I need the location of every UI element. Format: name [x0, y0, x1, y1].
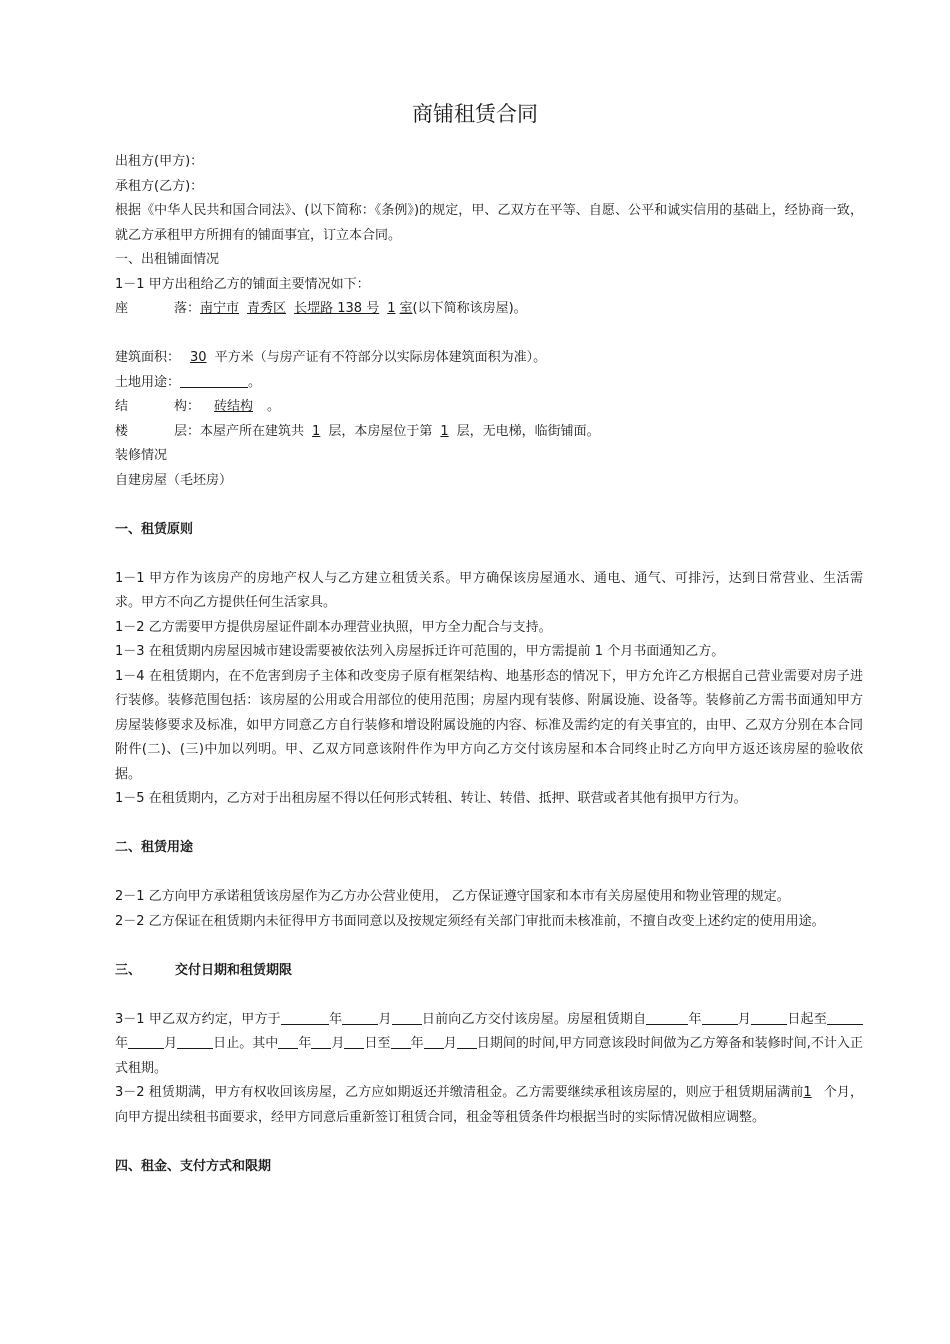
notice-months: 1 — [803, 1085, 812, 1100]
floor-at: 1 — [440, 423, 449, 439]
land-use-line: 土地用途： 。 — [115, 371, 863, 396]
clause-3-2: 3－2 租赁期满，甲方有权收回该房屋，乙方应如期返还并缴清租金。乙方需要继续承租该房屋的，则应于租赁期届满前1 个月，向甲方提出续租书面要求，经甲方同意后重新签订租赁合同，租金等租赁条件均根据当时的实际情况做相应调整。 — [115, 1085, 863, 1125]
clause-1-5: 1－5 在租赁期内，乙方对于出租房屋不得以任何形式转租、转让、转借、抵押、联营或者其他有损甲方行为。 — [115, 791, 747, 806]
clause-3-1: 3－1 甲乙双方约定，甲方于 年 月 日前向乙方交付该房屋。房屋租赁期自 年 月 日起至年 月 日止。其中 年 月 日至 年 月 日期间的时间,甲方同意该段时间做为乙方筹备和装修时间,不计入正式租期。 — [115, 1008, 863, 1082]
lessor-line: 出租方(甲方)： — [115, 154, 204, 169]
document-body — [115, 150, 863, 1179]
area-line: 建筑面积： 30 平方米（与房产证有不符部分以实际房体建筑面积为准）。 — [115, 350, 547, 365]
area-value: 30 — [190, 350, 207, 365]
location-line: 座 落：南宁市 青秀区 长堽路 138 号 1 室(以下简称该房屋)。 — [115, 301, 527, 316]
structure-value: 砖结构 — [214, 399, 254, 414]
section-heading-premises: 一、出租铺面情况 — [115, 252, 220, 267]
section-heading-usage: 二、租赁用途 — [115, 840, 194, 855]
intro-paragraph: 根据《中华人民共和国合同法》、(以下简称：《条例》)的规定，甲、乙双方在平等、自愿、公平和诚实信用的基础上，经协商一致，就乙方承租甲方所拥有的铺面事宜，订立本合同。 — [115, 203, 863, 243]
clause-premises-intro: 1－1 甲方出租给乙方的铺面主要情况如下： — [115, 276, 370, 292]
clause-2-1: 2－1 乙方向甲方承诺租赁该房屋作为乙方办公营业使用， 乙方保证遵守国家和本市有关房屋使用和物业管理的规定。 — [115, 889, 790, 904]
floor-line: 楼 层：本屋产所在建筑共 1 层，本房屋位于第 1 层，无电梯，临街铺面。 — [115, 423, 600, 439]
land-use-blank — [180, 372, 248, 388]
clause-1-3: 1－3 在租赁期内房屋因城市建设需要被依法列入房屋拆迁许可范围的，甲方需提前 1 个月书面通知乙方。 — [115, 644, 725, 659]
floor-total: 1 — [312, 423, 321, 439]
clause-2-2: 2－2 乙方保证在租赁期内未征得甲方书面同意以及按规定须经有关部门审批而未核准前，不擅自改变上述约定的使用用途。 — [115, 913, 825, 929]
clause-1-4: 1－4 在租赁期内，在不危害到房子主体和改变房子原有框架结构、地基形态的情况下，甲方允许乙方根据自己营业需要对房子进行装修。装修范围包括：该房屋的公用或合用部位的使用范围；房屋内现有装修、附属设施、设备等。装修前乙方需书面通知甲方房屋装修要求及标准，如甲方同意乙方自行装修和增设附属设施的内容、标准及需约定的有关事宜的，由甲、乙双方分别在本合同附件(二)、(三)中加以列明。甲、乙双方同意该附件作为甲方向乙方交付该房屋和本合同终止时乙方向甲方返还该房屋的验收依据。 — [115, 668, 863, 782]
location-address: 南宁市 青秀区 长堽路 138 号 1 室 — [200, 301, 413, 316]
clause-1-1: 1－1 甲方作为该房产的房地产权人与乙方建立租赁关系。甲方确保该房屋通水、通电、通气、可排污，达到日常营业、生活需求。甲方不向乙方提供任何生活家具。 — [115, 570, 863, 610]
document-title: 商铺租赁合同 — [412, 102, 538, 126]
clause-1-2: 1－2 乙方需要甲方提供房屋证件副本办理营业执照，甲方全力配合与支持。 — [115, 619, 552, 635]
decoration-line: 装修情况 — [115, 448, 168, 463]
lessee-line: 承租方(乙方)： — [115, 178, 204, 194]
section-heading-principles: 一、租赁原则 — [115, 521, 194, 537]
structure-line: 结 构： 砖结构 。 — [115, 399, 281, 414]
self-built-line: 自建房屋（毛坯房） — [115, 472, 233, 488]
section-heading-rent: 四、租金、支付方式和限期 — [115, 1158, 272, 1174]
section-heading-term: 三、 交付日期和租赁期限 — [115, 962, 293, 978]
